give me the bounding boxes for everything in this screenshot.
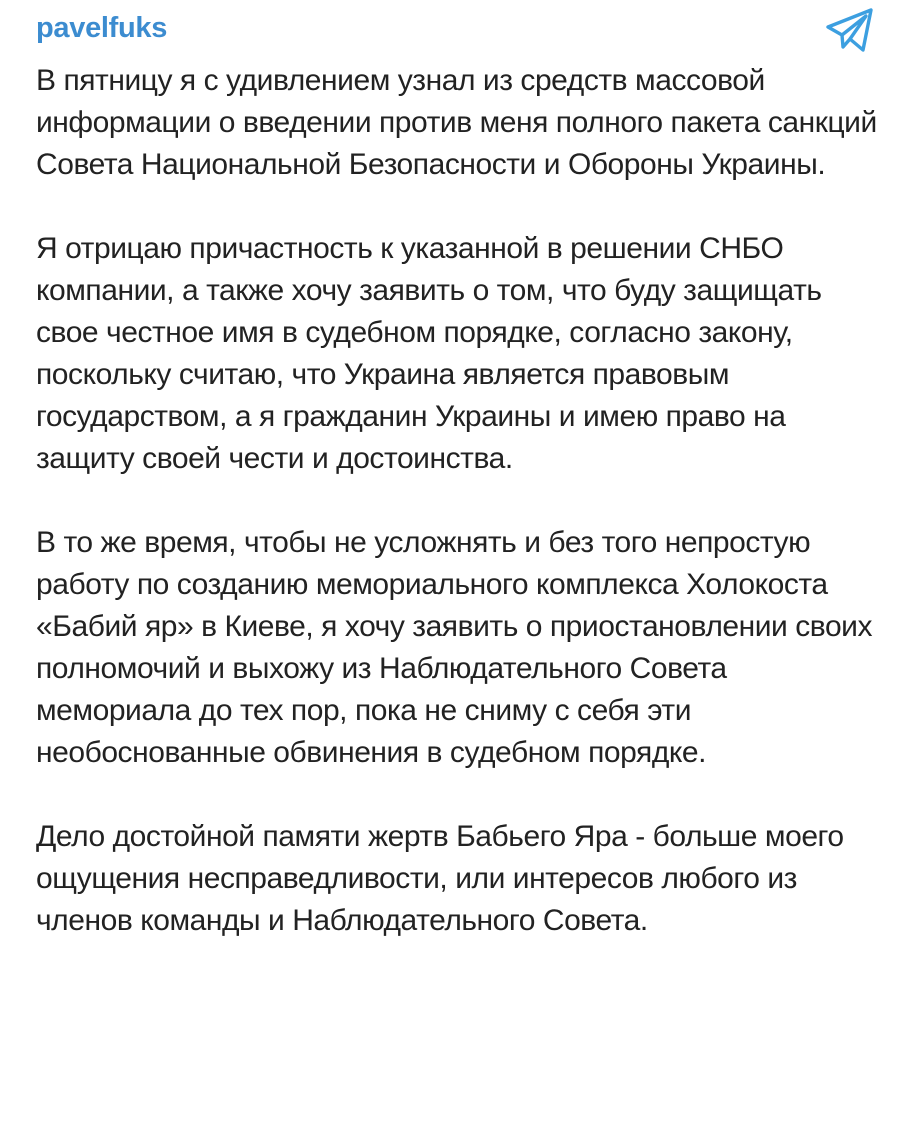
post-body xyxy=(36,60,882,942)
post-paragraph: Я отрицаю причастность к указанной в решении СНБО компании, а также хочу заявить о том, что буду защищать свое честное имя в судебном порядке, согласно закону, поскольку считаю, что Украина является правовым государством, а я гражданин Украины и имею право на защиту своей чести и достоинства. xyxy=(36,232,822,475)
post-paragraph: В пятницу я с удивлением узнал из средств массовой информации о введении против меня полного пакета санкций Совета Национальной Безопасности и Обороны Украины. xyxy=(36,64,877,181)
post-header xyxy=(36,6,900,60)
post-paragraph: В то же время, чтобы не усложнять и без того непростую работу по созданию мемориального комплекса Холокоста «Бабий яр» в Киеве, я хочу заявить о приостановлении своих полномочий и выхожу из Наблюдательного Совета мемориала до тех пор, пока не сниму с себя эти необоснованные обвинения в судебном порядке. xyxy=(36,526,873,769)
channel-name-link[interactable]: pavelfuks xyxy=(36,12,168,44)
telegram-icon[interactable] xyxy=(826,8,874,52)
post-paragraph: Дело достойной памяти жертв Бабьего Яра - больше моего ощущения несправедливости, или интересов любого из членов команды и Наблюдательного Совета. xyxy=(36,820,844,937)
